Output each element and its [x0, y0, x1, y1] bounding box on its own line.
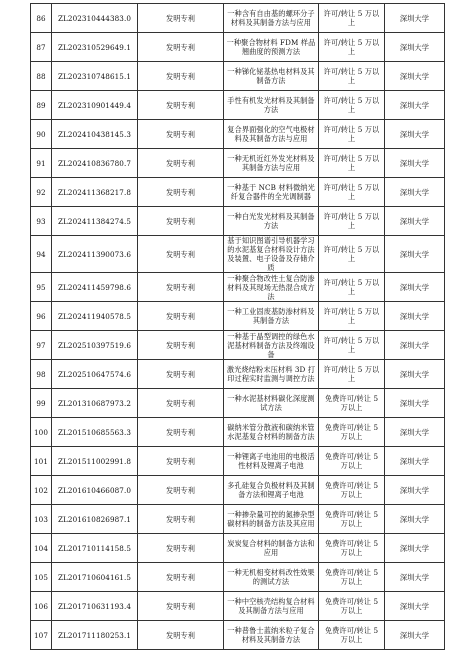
patent-number: ZL201710604161.5 — [52, 563, 138, 592]
patent-type: 发明专利 — [138, 302, 224, 331]
table-row — [31, 389, 445, 418]
row-index: 104 — [31, 534, 52, 563]
patent-table-body — [31, 4, 445, 650]
patent-name: 一种基于 NCB 材料微纳光纤复合器件的全光调制器 — [224, 178, 319, 207]
patent-name: 一种聚合物材料 FDM 样品翘曲度的预测方法 — [224, 33, 319, 62]
row-index: 102 — [31, 476, 52, 505]
patent-owner: 深圳大学 — [385, 149, 445, 178]
license-terms: 许可/转让 5 万以上 — [319, 302, 385, 331]
license-terms: 免费许可/转让 5 万以上 — [319, 418, 385, 447]
patent-type: 发明专利 — [138, 178, 224, 207]
patent-owner: 深圳大学 — [385, 534, 445, 563]
patent-type: 发明专利 — [138, 120, 224, 149]
row-index: 86 — [31, 4, 52, 33]
patent-name: 一种无机相变材料改性效果的测试方法 — [224, 563, 319, 592]
row-index: 103 — [31, 505, 52, 534]
patent-number: ZL201511002991.8 — [52, 447, 138, 476]
patent-type: 发明专利 — [138, 207, 224, 236]
row-index: 106 — [31, 592, 52, 621]
patent-name: 一种水泥基材料碳化深度测试方法 — [224, 389, 319, 418]
patent-owner: 深圳大学 — [385, 505, 445, 534]
patent-type: 发明专利 — [138, 592, 224, 621]
table-row — [31, 178, 445, 207]
row-index: 93 — [31, 207, 52, 236]
patent-type: 发明专利 — [138, 505, 224, 534]
patent-number: ZL201610826987.1 — [52, 505, 138, 534]
patent-number: ZL202310748615.1 — [52, 62, 138, 91]
patent-name: 一种工业固废基防渗材料及其制备方法 — [224, 302, 319, 331]
patent-owner: 深圳大学 — [385, 360, 445, 389]
table-row — [31, 563, 445, 592]
table-row — [31, 302, 445, 331]
patent-owner: 深圳大学 — [385, 4, 445, 33]
patent-number: ZL202510397519.6 — [52, 331, 138, 360]
patent-number: ZL202411940578.5 — [52, 302, 138, 331]
patent-number: ZL202410836780.7 — [52, 149, 138, 178]
patent-number: ZL202411368217.8 — [52, 178, 138, 207]
patent-owner: 深圳大学 — [385, 273, 445, 302]
patent-owner: 深圳大学 — [385, 62, 445, 91]
row-index: 100 — [31, 418, 52, 447]
patent-table-sheet — [30, 3, 444, 650]
patent-owner: 深圳大学 — [385, 621, 445, 650]
license-terms: 许可/转让 5 万以上 — [319, 91, 385, 120]
patent-type: 发明专利 — [138, 331, 224, 360]
table-row — [31, 331, 445, 360]
patent-name: 一种无机近红外发光材料及其制备方法与应用 — [224, 149, 319, 178]
patent-number: ZL201610466087.0 — [52, 476, 138, 505]
patent-number: ZL201710631193.4 — [52, 592, 138, 621]
table-row — [31, 418, 445, 447]
table-row — [31, 4, 445, 33]
patent-number: ZL202310444383.0 — [52, 4, 138, 33]
patent-name: 一种普鲁士蓝纳米粒子复合材料及其制备方法 — [224, 621, 319, 650]
patent-name: 手性有机发光材料及其制备方法 — [224, 91, 319, 120]
row-index: 90 — [31, 120, 52, 149]
license-terms: 免费许可/转让 5 万以上 — [319, 505, 385, 534]
license-terms: 许可/转让 5 万以上 — [319, 360, 385, 389]
patent-owner: 深圳大学 — [385, 331, 445, 360]
patent-name: 一种含有自由基的螺环分子材料及其制备方法与应用 — [224, 4, 319, 33]
patent-name: 基于知识图谱引导机器学习的水泥基复合材料设计方法及装置、电子设备及存储介质 — [224, 236, 319, 273]
patent-owner: 深圳大学 — [385, 563, 445, 592]
license-terms: 许可/转让 5 万以上 — [319, 331, 385, 360]
row-index: 98 — [31, 360, 52, 389]
patent-type: 发明专利 — [138, 447, 224, 476]
license-terms: 许可/转让 5 万以上 — [319, 120, 385, 149]
license-terms: 免费许可/转让 5 万以上 — [319, 621, 385, 650]
license-terms: 免费许可/转让 5 万以上 — [319, 563, 385, 592]
license-terms: 免费许可/转让 5 万以上 — [319, 534, 385, 563]
patent-owner: 深圳大学 — [385, 418, 445, 447]
table-row — [31, 62, 445, 91]
patent-number: ZL201710114158.5 — [52, 534, 138, 563]
table-row — [31, 476, 445, 505]
row-index: 105 — [31, 563, 52, 592]
patent-owner: 深圳大学 — [385, 207, 445, 236]
license-terms: 许可/转让 5 万以上 — [319, 273, 385, 302]
patent-type: 发明专利 — [138, 236, 224, 273]
row-index: 97 — [31, 331, 52, 360]
patent-number: ZL202411390073.6 — [52, 236, 138, 273]
patent-owner: 深圳大学 — [385, 389, 445, 418]
table-row — [31, 149, 445, 178]
patent-number: ZL201711180253.1 — [52, 621, 138, 650]
license-terms: 免费许可/转让 5 万以上 — [319, 389, 385, 418]
patent-type: 发明专利 — [138, 389, 224, 418]
patent-table — [30, 3, 445, 650]
license-terms: 免费许可/转让 5 万以上 — [319, 476, 385, 505]
patent-type: 发明专利 — [138, 91, 224, 120]
license-terms: 许可/转让 5 万以上 — [319, 149, 385, 178]
row-index: 96 — [31, 302, 52, 331]
patent-number: ZL202510647574.6 — [52, 360, 138, 389]
patent-name: 复合界面强化的空气电极材料及其制备方法与应用 — [224, 120, 319, 149]
table-row — [31, 120, 445, 149]
patent-type: 发明专利 — [138, 360, 224, 389]
table-row — [31, 236, 445, 273]
license-terms: 许可/转让 5 万以上 — [319, 207, 385, 236]
patent-owner: 深圳大学 — [385, 592, 445, 621]
patent-name: 一种锂离子电池用的电极活性材料及锂离子电池 — [224, 447, 319, 476]
patent-number: ZL202411459798.6 — [52, 273, 138, 302]
patent-name: 一种中空核壳结构复合材料及其制备方法与应用 — [224, 592, 319, 621]
patent-owner: 深圳大学 — [385, 178, 445, 207]
patent-type: 发明专利 — [138, 149, 224, 178]
patent-owner: 深圳大学 — [385, 120, 445, 149]
row-index: 99 — [31, 389, 52, 418]
patent-type: 发明专利 — [138, 62, 224, 91]
license-terms: 许可/转让 5 万以上 — [319, 178, 385, 207]
patent-owner: 深圳大学 — [385, 447, 445, 476]
patent-name: 一种锑化铋基热电材料及其制备方法 — [224, 62, 319, 91]
patent-number: ZL202310901449.4 — [52, 91, 138, 120]
patent-number: ZL202310529649.1 — [52, 33, 138, 62]
patent-name: 一种基于晶型调控的绿色水泥基材料制备方法及终端设备 — [224, 331, 319, 360]
row-index: 88 — [31, 62, 52, 91]
patent-name: 一种掺杂量可控的氮掺杂型碳材料的制备方法及其应用 — [224, 505, 319, 534]
table-row — [31, 33, 445, 62]
patent-type: 发明专利 — [138, 476, 224, 505]
license-terms: 许可/转让 5 万以上 — [319, 33, 385, 62]
license-terms: 免费许可/转让 5 万以上 — [319, 447, 385, 476]
patent-type: 发明专利 — [138, 273, 224, 302]
row-index: 92 — [31, 178, 52, 207]
patent-type: 发明专利 — [138, 4, 224, 33]
patent-owner: 深圳大学 — [385, 91, 445, 120]
patent-name: 一种白光发光材料及其制备方法 — [224, 207, 319, 236]
table-row — [31, 91, 445, 120]
patent-number: ZL202410438145.3 — [52, 120, 138, 149]
patent-type: 发明专利 — [138, 418, 224, 447]
patent-number: ZL201510685563.3 — [52, 418, 138, 447]
table-row — [31, 447, 445, 476]
table-row — [31, 207, 445, 236]
row-index: 94 — [31, 236, 52, 273]
row-index: 89 — [31, 91, 52, 120]
patent-type: 发明专利 — [138, 563, 224, 592]
patent-name: 激光烧结粉末压材料 3D 打印过程实时监测与调控方法 — [224, 360, 319, 389]
patent-name: 碳纳米管分散液和碳纳米管水泥基复合材料的制备方法 — [224, 418, 319, 447]
row-index: 91 — [31, 149, 52, 178]
patent-number: ZL202411384274.5 — [52, 207, 138, 236]
patent-name: 一种聚合物改性土复合防渗材料及其现场无热混合成方法 — [224, 273, 319, 302]
patent-name: 炭炭复合材料的制备方法和应用 — [224, 534, 319, 563]
patent-owner: 深圳大学 — [385, 476, 445, 505]
row-index: 107 — [31, 621, 52, 650]
license-terms: 免费许可/转让 5 万以上 — [319, 592, 385, 621]
patent-owner: 深圳大学 — [385, 236, 445, 273]
patent-name: 多孔硅复合负极材料及其制备方法和锂离子电池 — [224, 476, 319, 505]
table-row — [31, 273, 445, 302]
patent-type: 发明专利 — [138, 621, 224, 650]
row-index: 87 — [31, 33, 52, 62]
patent-type: 发明专利 — [138, 534, 224, 563]
row-index: 101 — [31, 447, 52, 476]
license-terms: 许可/转让 5 万以上 — [319, 4, 385, 33]
license-terms: 许可/转让 5 万以上 — [319, 236, 385, 273]
table-row — [31, 534, 445, 563]
table-row — [31, 592, 445, 621]
table-row — [31, 505, 445, 534]
license-terms: 许可/转让 5 万以上 — [319, 62, 385, 91]
table-row — [31, 621, 445, 650]
patent-owner: 深圳大学 — [385, 302, 445, 331]
patent-number: ZL201310687973.2 — [52, 389, 138, 418]
patent-type: 发明专利 — [138, 33, 224, 62]
row-index: 95 — [31, 273, 52, 302]
patent-owner: 深圳大学 — [385, 33, 445, 62]
table-row — [31, 360, 445, 389]
